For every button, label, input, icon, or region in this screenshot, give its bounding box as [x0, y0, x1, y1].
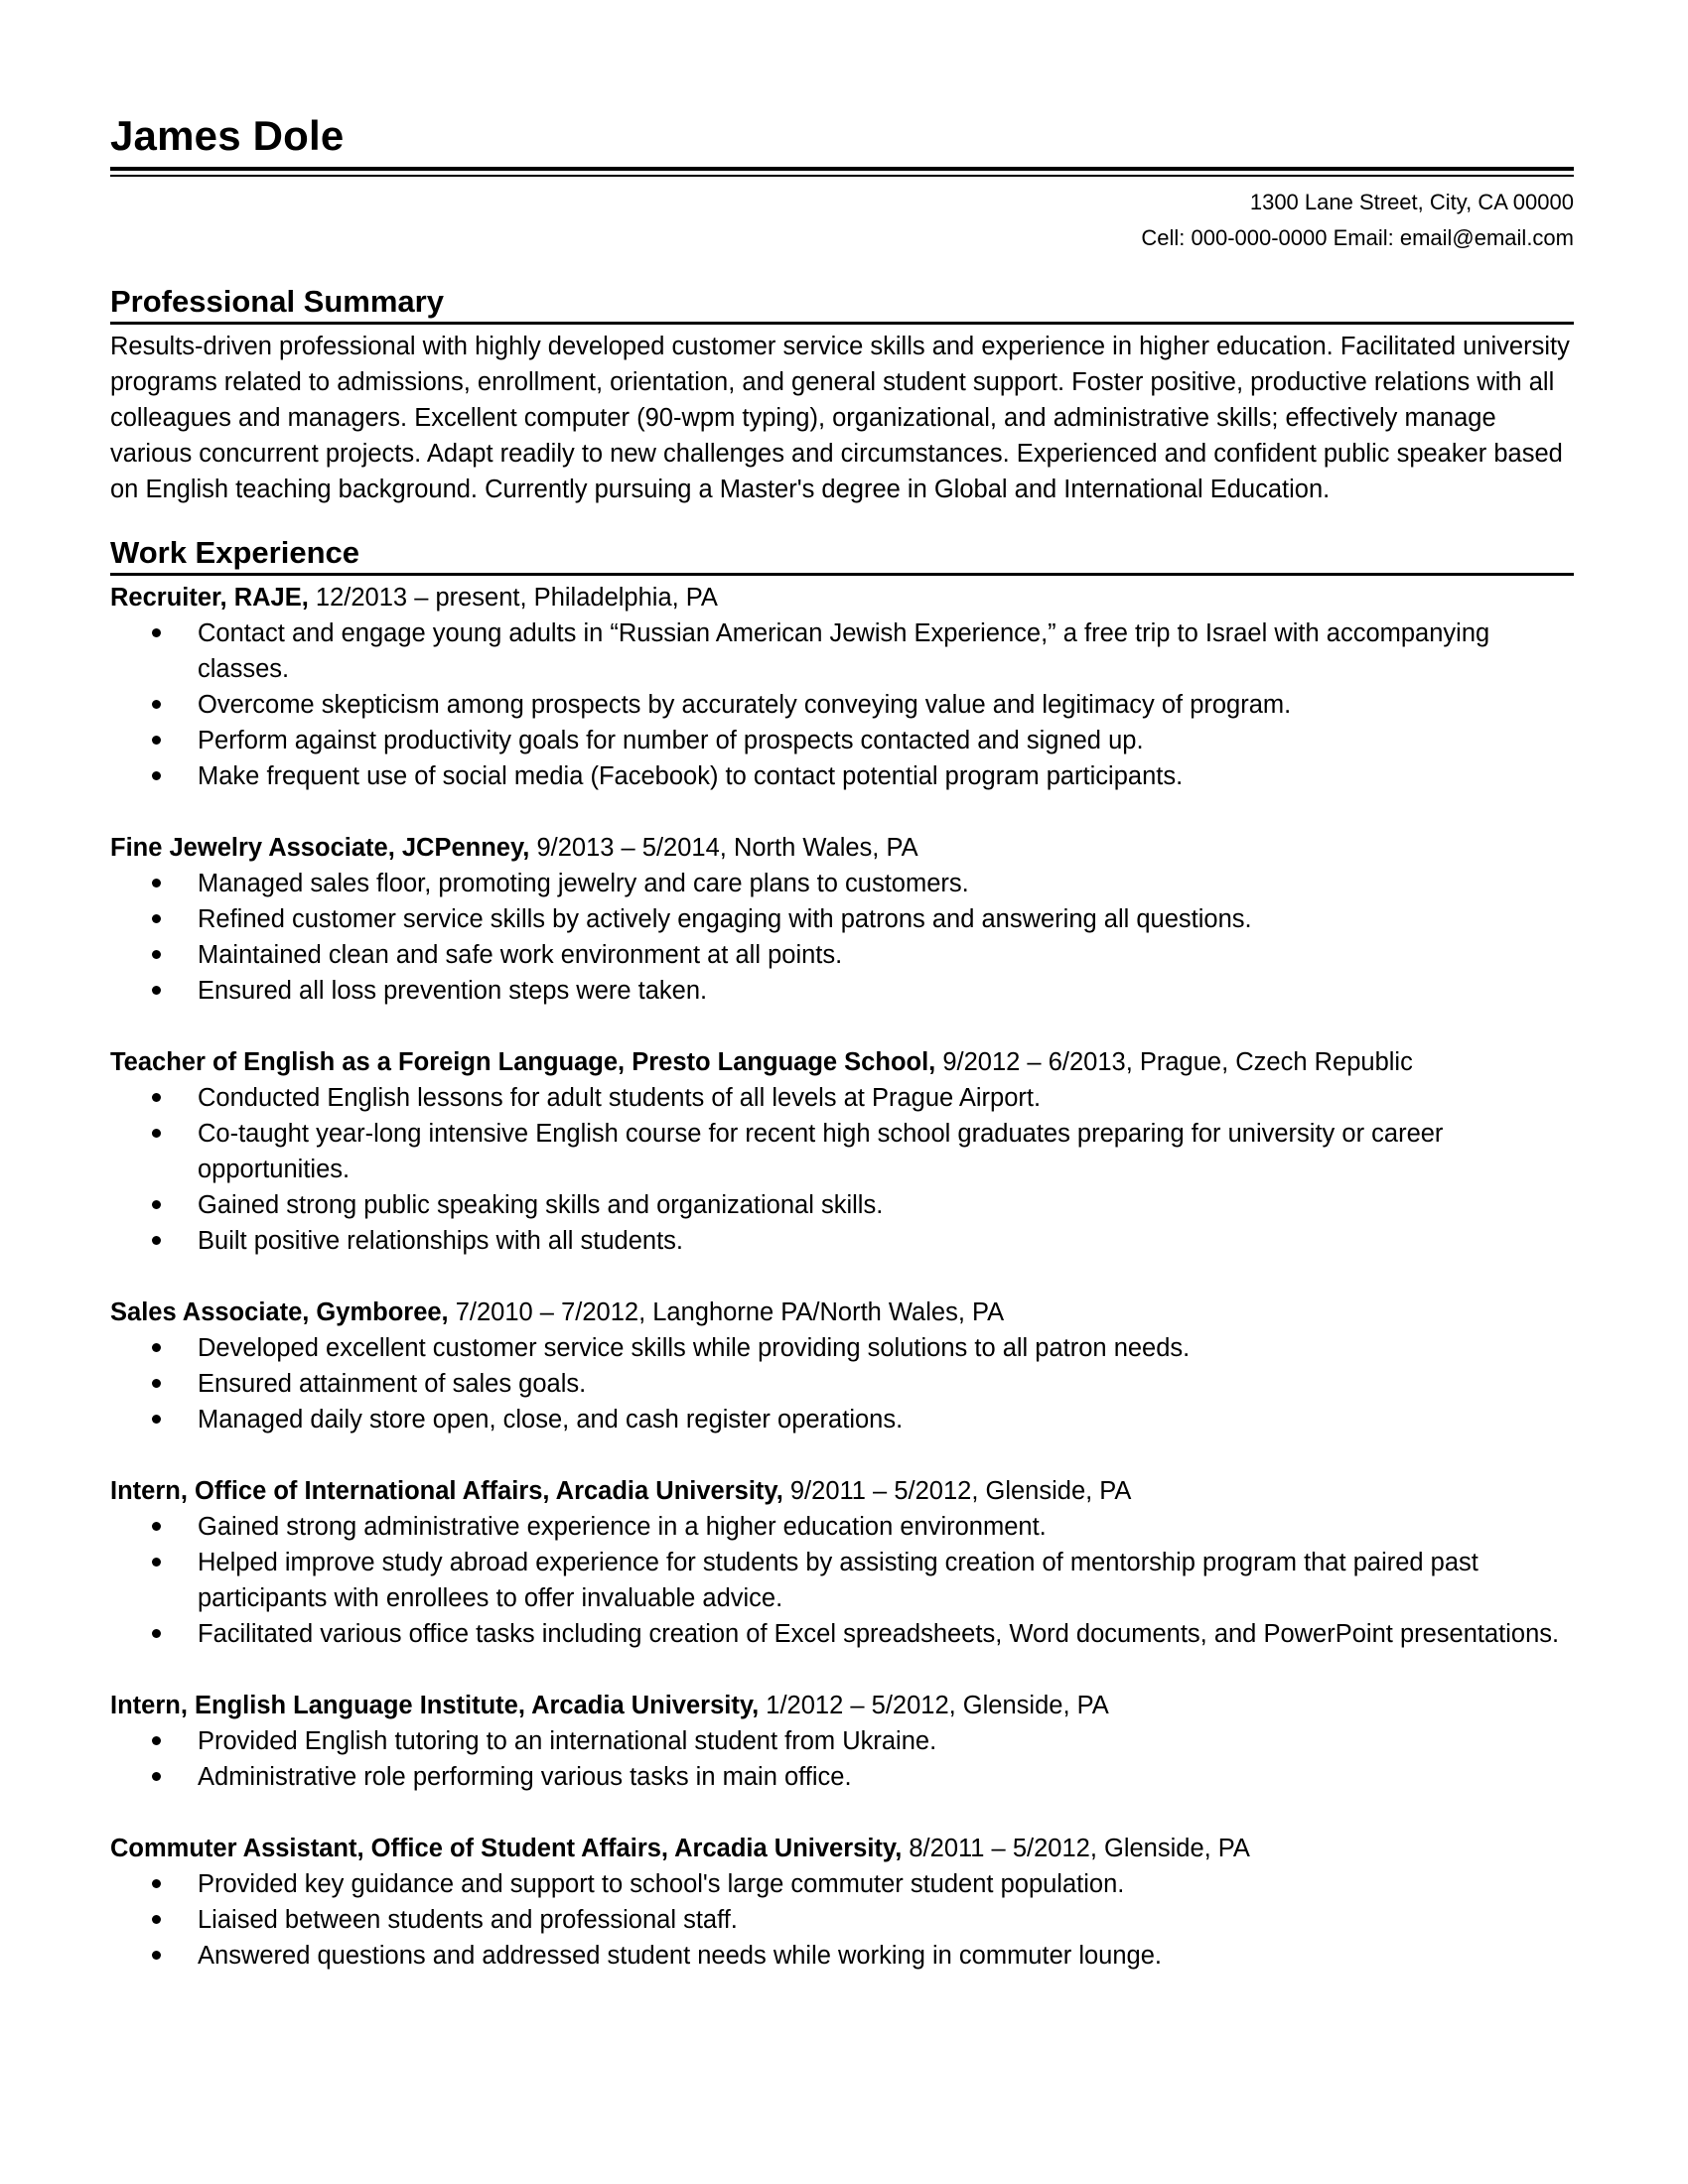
list-item — [110, 937, 1574, 973]
bullet-icon — [152, 628, 161, 637]
bullet-text: Overcome skepticism among prospects by accurately conveying value and legitimacy of program. — [198, 691, 1292, 719]
bullet-text: Facilitated various office tasks including creation of Excel spreadsheets, Word documents, and PowerPoint presentations. — [198, 1620, 1560, 1648]
job-bullet-list — [110, 615, 1574, 794]
bullet-text: Built positive relationships with all students. — [198, 1227, 683, 1255]
list-item — [110, 687, 1574, 723]
list-item — [110, 1938, 1574, 1974]
list-item — [110, 1187, 1574, 1223]
job-header — [110, 830, 1574, 866]
list-item — [110, 973, 1574, 1009]
job-title: Recruiter, RAJE, — [110, 584, 309, 612]
list-item — [110, 1509, 1574, 1545]
bullet-icon — [152, 1522, 161, 1531]
job-entry — [110, 830, 1574, 1009]
bullet-icon — [152, 1343, 161, 1352]
experience-divider — [110, 573, 1574, 576]
bullet-text: Perform against productivity goals for number of prospects contacted and signed up. — [198, 727, 1144, 754]
job-list — [110, 580, 1574, 1974]
job-bullet-list — [110, 1866, 1574, 1974]
job-dates-location: 1/2012 – 5/2012, Glenside, PA — [759, 1692, 1109, 1719]
bullet-text: Liaised between students and professional staff. — [198, 1906, 738, 1934]
job-bullet-list — [110, 1330, 1574, 1437]
list-item — [110, 1616, 1574, 1652]
job-header — [110, 1688, 1574, 1723]
list-item — [110, 1759, 1574, 1795]
job-title: Intern, English Language Institute, Arcadia University, — [110, 1692, 760, 1719]
bullet-text: Maintained clean and safe work environment at all points. — [198, 941, 843, 969]
bullet-text: Gained strong public speaking skills and organizational skills. — [198, 1191, 884, 1219]
job-entry — [110, 1473, 1574, 1652]
bullet-text: Ensured attainment of sales goals. — [198, 1370, 587, 1398]
experience-heading: Work Experience — [110, 535, 359, 570]
job-dates-location: 7/2010 – 7/2012, Langhorne PA/North Wales, PA — [448, 1298, 1005, 1326]
bullet-text: Co-taught year-long intensive English course for recent high school graduates preparing for university or career opportunities. — [198, 1120, 1444, 1183]
job-title: Intern, Office of International Affairs, Arcadia University, — [110, 1477, 783, 1505]
bullet-icon — [152, 1772, 161, 1781]
job-bullet-list — [110, 1723, 1574, 1795]
job-entry — [110, 580, 1574, 794]
resume-page — [110, 111, 1574, 1974]
list-item — [110, 1723, 1574, 1759]
bullet-icon — [152, 1915, 161, 1924]
bullet-icon — [152, 1558, 161, 1567]
job-bullet-list — [110, 1509, 1574, 1652]
job-title: Teacher of English as a Foreign Language, Presto Language School, — [110, 1048, 936, 1076]
job-dates-location: 9/2011 – 5/2012, Glenside, PA — [782, 1477, 1132, 1505]
job-header — [110, 1044, 1574, 1080]
bullet-icon — [152, 1129, 161, 1138]
job-entry — [110, 1688, 1574, 1795]
list-item — [110, 1866, 1574, 1902]
list-item — [110, 1545, 1574, 1616]
list-item — [110, 1080, 1574, 1116]
job-title: Commuter Assistant, Office of Student Affairs, Arcadia University, — [110, 1835, 903, 1862]
job-entry — [110, 1295, 1574, 1437]
bullet-icon — [152, 950, 161, 959]
job-entry — [110, 1831, 1574, 1974]
list-item — [110, 1402, 1574, 1437]
bullet-text: Make frequent use of social media (Facebook) to contact potential program participants. — [198, 762, 1184, 790]
job-header — [110, 1831, 1574, 1866]
job-dates-location: 9/2013 – 5/2014, North Wales, PA — [529, 834, 918, 862]
bullet-text: Contact and engage young adults in “Russian American Jewish Experience,” a free trip to Israel with accompanying classes. — [198, 619, 1490, 683]
bullet-text: Managed daily store open, close, and cash register operations. — [198, 1406, 904, 1433]
summary-text: Results-driven professional with highly developed customer service skills and experience in higher education. Facilitated university programs related to admissions, enrollment, orientation, and general student support. Foster positive, productive relations with all colleagues and managers. Excellent computer (90-wpm typing), organizational, and administrative skills; effectively manage various concurrent projects. Adapt readily to new challenges and circumstances. Experienced and confident public speaker based on English teaching background. Currently pursuing a Master's degree in Global and International Education. — [110, 333, 1570, 503]
candidate-name: James Dole — [110, 112, 345, 159]
job-bullet-list — [110, 1080, 1574, 1259]
bullet-text: Conducted English lessons for adult students of all levels at Prague Airport. — [198, 1084, 1042, 1112]
bullet-icon — [152, 1200, 161, 1209]
job-title: Fine Jewelry Associate, JCPenney, — [110, 834, 530, 862]
list-item — [110, 615, 1574, 687]
list-item — [110, 1902, 1574, 1938]
bullet-text: Provided English tutoring to an international student from Ukraine. — [198, 1727, 937, 1755]
bullet-icon — [152, 1736, 161, 1745]
list-item — [110, 1330, 1574, 1366]
bullet-icon — [152, 879, 161, 887]
bullet-text: Answered questions and addressed student needs while working in commuter lounge. — [198, 1942, 1162, 1970]
list-item — [110, 1116, 1574, 1187]
job-bullet-list — [110, 866, 1574, 1009]
job-dates-location: 9/2012 – 6/2013, Prague, Czech Republic — [935, 1048, 1413, 1076]
bullet-text: Refined customer service skills by actively engaging with patrons and answering all questions. — [198, 905, 1252, 933]
list-item — [110, 758, 1574, 794]
bullet-text: Provided key guidance and support to school's large commuter student population. — [198, 1870, 1125, 1898]
list-item — [110, 901, 1574, 937]
header-divider-thick — [110, 167, 1574, 171]
bullet-icon — [152, 1629, 161, 1638]
job-header — [110, 580, 1574, 615]
bullet-text: Developed excellent customer service skills while providing solutions to all patron needs. — [198, 1334, 1191, 1362]
bullet-icon — [152, 914, 161, 923]
bullet-icon — [152, 1093, 161, 1102]
job-dates-location: 8/2011 – 5/2012, Glenside, PA — [902, 1835, 1250, 1862]
list-item — [110, 1366, 1574, 1402]
job-header — [110, 1473, 1574, 1509]
job-dates-location: 12/2013 – present, Philadelphia, PA — [308, 584, 718, 612]
bullet-icon — [152, 1236, 161, 1245]
bullet-text: Gained strong administrative experience in a higher education environment. — [198, 1513, 1047, 1541]
list-item — [110, 1223, 1574, 1259]
summary-heading: Professional Summary — [110, 284, 444, 319]
address-line: 1300 Lane Street, City, CA 00000 — [1249, 190, 1574, 214]
list-item — [110, 866, 1574, 901]
summary-divider — [110, 322, 1574, 325]
bullet-icon — [152, 986, 161, 995]
bullet-icon — [152, 1415, 161, 1424]
bullet-text: Ensured all loss prevention steps were taken. — [198, 977, 708, 1005]
bullet-icon — [152, 1379, 161, 1388]
job-entry — [110, 1044, 1574, 1259]
bullet-text: Administrative role performing various tasks in main office. — [198, 1763, 852, 1791]
bullet-text: Helped improve study abroad experience for students by assisting creation of mentorship program that paired past participants with enrollees to offer invaluable advice. — [198, 1549, 1478, 1612]
contact-block — [110, 185, 1574, 256]
bullet-icon — [152, 736, 161, 745]
list-item — [110, 723, 1574, 758]
job-header — [110, 1295, 1574, 1330]
bullet-icon — [152, 771, 161, 780]
bullet-text: Managed sales floor, promoting jewelry and care plans to customers. — [198, 870, 969, 897]
phone-email-line: Cell: 000-000-0000 Email: email@email.com — [1141, 225, 1574, 250]
bullet-icon — [152, 700, 161, 709]
bullet-icon — [152, 1951, 161, 1960]
job-title: Sales Associate, Gymboree, — [110, 1298, 449, 1326]
header-divider-thin — [110, 175, 1574, 177]
bullet-icon — [152, 1879, 161, 1888]
